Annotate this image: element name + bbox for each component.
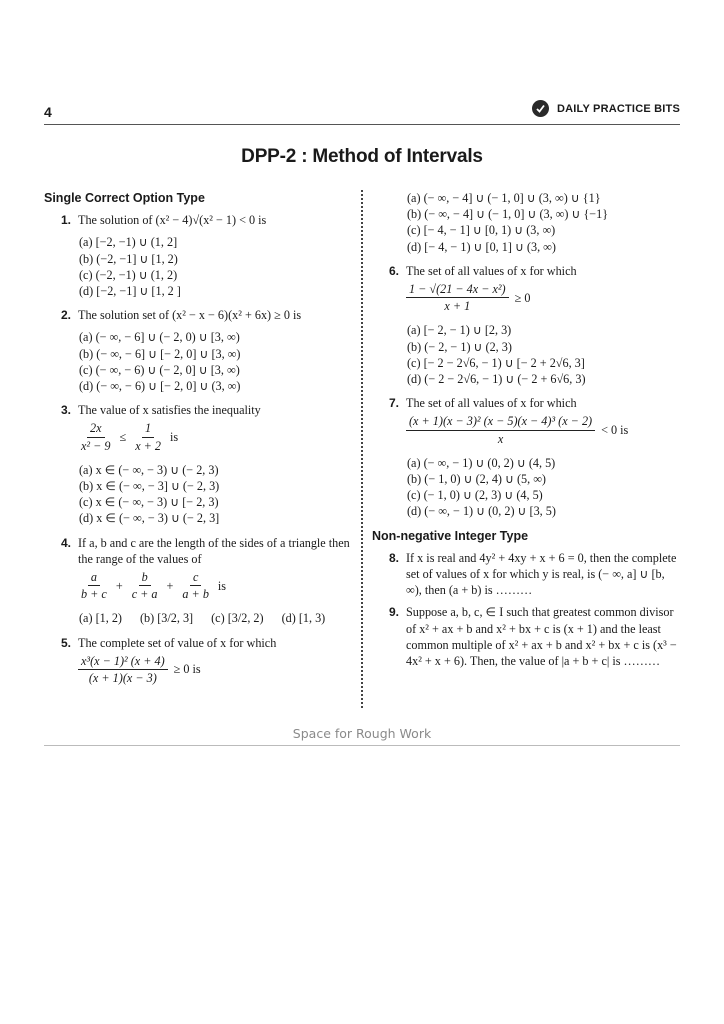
option: (d) [−2, −1] ∪ [1, 2 ] — [79, 284, 181, 299]
question-text: The set of all values of x for which — [406, 396, 577, 411]
fraction-denominator: x² − 9 — [81, 438, 111, 453]
option: (d) (− ∞, − 1) ∪ (0, 2) ∪ [3, 5) — [407, 504, 556, 519]
formula-tail: is — [217, 578, 227, 593]
fraction-denominator: x + 1 — [444, 299, 471, 314]
brand-label: DAILY PRACTICE BITS — [557, 102, 680, 115]
question-number: 8. — [388, 550, 399, 565]
question-text: If a, b and c are the length of the sides of a triangle then the range of the values of — [78, 535, 350, 566]
option: (a) x ∈ (− ∞, − 3) ∪ (− 2, 3) — [79, 462, 219, 477]
page-title: DPP-2 : Method of Intervals — [241, 146, 483, 167]
fraction-denominator: (x + 1)(x − 3) — [88, 671, 157, 686]
question-4 — [44, 535, 359, 605]
plus-sign: + — [166, 578, 174, 593]
header-rule — [44, 124, 680, 125]
formula-tail: < 0 is — [601, 423, 629, 438]
question-text: The solution set of (x² − x − 6)(x² + 6x) ≥ 0 is — [78, 308, 302, 323]
question-text: If x is real and 4y² + 4xy + x + 6 = 0, then the complete set of values of x for which y is real, is (− ∞, a] ∪ [b, ∞), then (a + b) is ……… — [406, 550, 677, 598]
fraction-numerator: x³(x − 1)² (x + 4) — [78, 653, 168, 670]
fraction-numerator: 2x — [87, 420, 105, 437]
formula — [78, 653, 359, 686]
question-3 — [44, 402, 359, 456]
question-2 — [44, 307, 359, 323]
question-8 — [372, 550, 682, 599]
fraction-numerator: (x + 1)(x − 3)² (x − 5)(x − 4)³ (x − 2) — [406, 413, 595, 430]
option: (a) (− ∞, − 6] ∪ (− 2, 0) ∪ [3, ∞) — [79, 330, 240, 345]
question-number: 7. — [388, 396, 399, 411]
option: (b) (− 2, − 1) ∪ (2, 3) — [407, 339, 512, 354]
question-number: 1. — [60, 213, 71, 228]
formula-tail: ≥ 0 — [514, 290, 531, 305]
question-number: 5. — [60, 635, 71, 650]
option: (a) [− 2, − 1) ∪ [2, 3) — [407, 323, 512, 338]
formula-tail: ≥ 0 is — [173, 662, 201, 677]
option: (c) x ∈ (− ∞, − 3) ∪ [− 2, 3) — [79, 495, 219, 510]
options-q1 — [44, 234, 359, 299]
question-text: The set of all values of x for which — [406, 263, 577, 278]
question-number: 9. — [388, 605, 399, 620]
options-q5 — [372, 190, 682, 255]
relation-sign: ≤ — [119, 430, 127, 445]
option: (d) [− 4, − 1) ∪ [0, 1] ∪ (3, ∞) — [407, 239, 556, 254]
question-5 — [44, 635, 359, 689]
option: (d) (− ∞, − 6) ∪ [− 2, 0] ∪ (3, ∞) — [79, 379, 241, 394]
brand — [532, 100, 680, 117]
option: (c) [− 4, − 1] ∪ [0, 1) ∪ (3, ∞) — [407, 223, 556, 238]
option: (c) [− 2 − 2√6, − 1) ∪ [− 2 + 2√6, 3] — [407, 355, 585, 370]
fraction-numerator: b — [139, 569, 151, 586]
option: (c) (− 1, 0) ∪ (2, 3) ∪ (4, 5) — [407, 488, 543, 503]
options-q6 — [372, 322, 682, 387]
question-9 — [372, 604, 682, 669]
question-number: 4. — [60, 535, 71, 550]
fraction-denominator: c + a — [131, 587, 158, 602]
option: (a) (− ∞, − 1) ∪ (0, 2) ∪ (4, 5) — [407, 455, 556, 470]
section-heading-non-negative-integer: Non-negative Integer Type — [372, 528, 529, 543]
rough-work-label: Space for Rough Work — [292, 726, 432, 741]
question-number: 6. — [388, 263, 399, 278]
fraction-denominator: x + 2 — [135, 438, 162, 453]
option: (b) x ∈ (− ∞, − 3] ∪ (− 2, 3) — [79, 479, 220, 494]
option: (d) (− 2 − 2√6, − 1) ∪ (− 2 + 6√6, 3) — [407, 372, 586, 387]
option: (c) [3/2, 2) — [211, 611, 264, 626]
option: (d) [1, 3) — [281, 611, 326, 626]
formula — [406, 413, 682, 446]
options-q3 — [44, 462, 359, 527]
checkmark-badge-icon — [532, 100, 549, 117]
option: (b) (− ∞, − 4] ∪ (− 1, 0] ∪ (3, ∞) ∪ {−1} — [407, 207, 609, 222]
option: (b) (−2, −1] ∪ [1, 2) — [79, 251, 178, 266]
option: (b) (− ∞, − 6] ∪ [− 2, 0] ∪ [3, ∞) — [79, 346, 241, 361]
fraction-denominator: a + b — [182, 587, 209, 602]
fraction-numerator: 1 — [142, 420, 154, 437]
option: (b) [3/2, 3] — [139, 611, 194, 626]
options-q2 — [44, 329, 359, 394]
option: (d) x ∈ (− ∞, − 3) ∪ (− 2, 3] — [79, 511, 220, 526]
option: (a) [1, 2) — [79, 611, 122, 626]
question-number: 2. — [60, 308, 71, 323]
section-heading-single-correct: Single Correct Option Type — [44, 191, 205, 205]
option: (a) (− ∞, − 4] ∪ (− 1, 0] ∪ (3, ∞) ∪ {1} — [407, 191, 601, 205]
fraction-numerator: 1 − √(21 − 4x − x²) — [406, 281, 509, 298]
fraction-denominator: x — [497, 431, 504, 446]
question-text: Suppose a, b, c, ∈ I such that greatest common divisor of x² + ax + b and x² + bx + c is (x + 1) and the least common multiple of x² + ax + b and x² + bx + c is (x³ − 4x² + x + 6). Then, the value of |a + b + c| is ……… — [406, 605, 677, 669]
options-q4 — [79, 610, 359, 626]
option: (b) (− 1, 0) ∪ (2, 4) ∪ (5, ∞) — [407, 472, 546, 487]
page-number: 4 — [44, 104, 52, 120]
fraction-numerator: c — [190, 569, 201, 586]
fraction-denominator: b + c — [81, 587, 107, 602]
formula — [78, 569, 359, 602]
question-number: 3. — [60, 403, 71, 418]
question-6 — [372, 263, 682, 317]
option: (c) (−2, −1) ∪ (1, 2) — [79, 267, 178, 282]
right-column — [372, 190, 682, 675]
question-7 — [372, 395, 682, 449]
question-text: The value of x satisfies the inequality — [78, 403, 261, 418]
column-divider — [361, 190, 363, 708]
question-text: The solution of (x² − 4)√(x² − 1) < 0 is — [78, 213, 267, 228]
options-q7 — [372, 455, 682, 520]
formula — [406, 281, 682, 314]
plus-sign: + — [115, 578, 123, 593]
footer-rule — [44, 745, 680, 746]
formula — [78, 420, 359, 453]
formula-tail: is — [170, 430, 179, 445]
option: (a) [−2, −1) ∪ (1, 2] — [79, 235, 178, 250]
question-text: The complete set of value of x for which — [78, 635, 277, 650]
option: (c) (− ∞, − 6) ∪ (− 2, 0] ∪ [3, ∞) — [79, 362, 240, 377]
question-1 — [44, 212, 359, 228]
fraction-numerator: a — [88, 569, 100, 586]
left-column — [44, 190, 359, 694]
